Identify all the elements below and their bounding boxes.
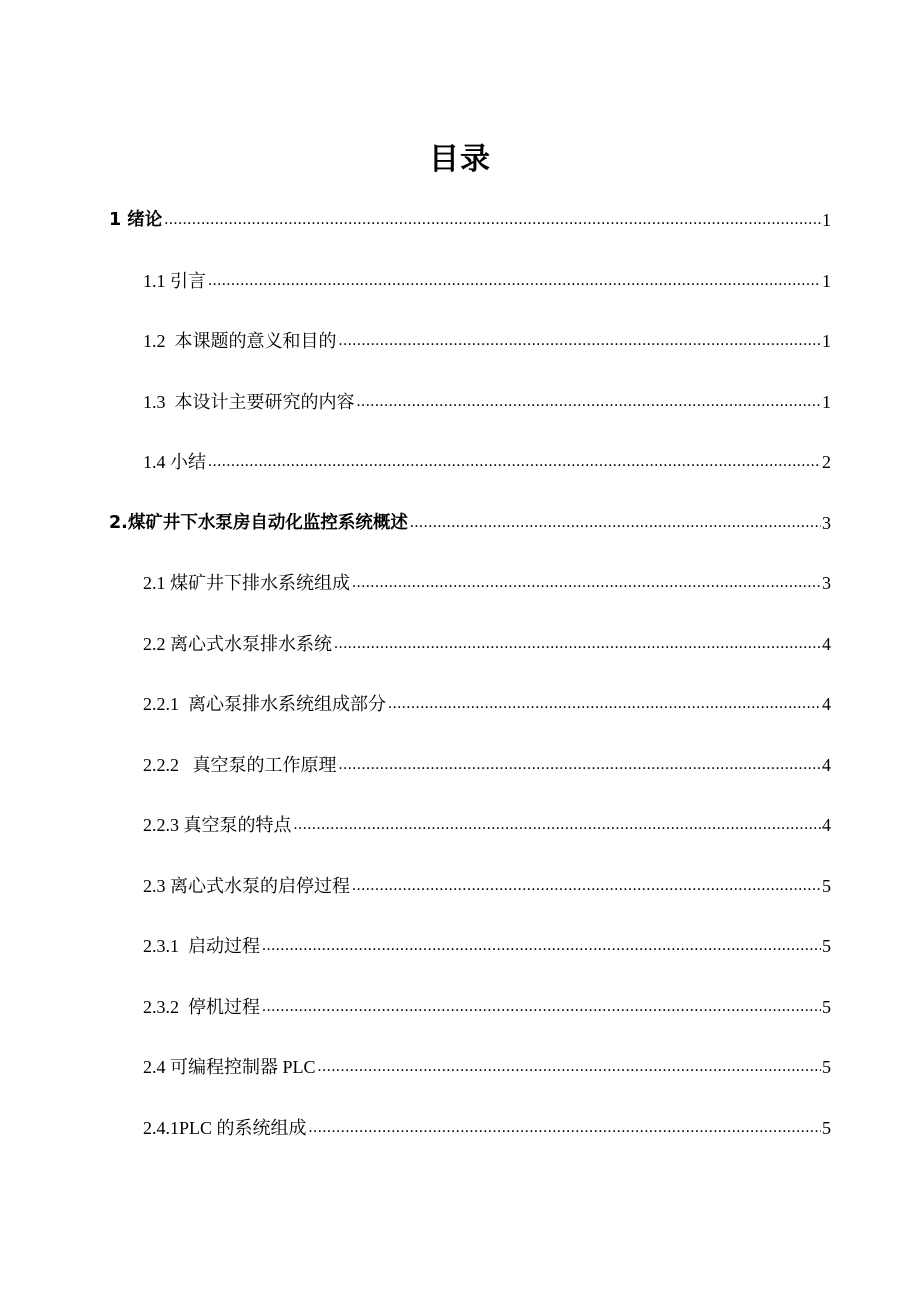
toc-entry-label: 2.3.1 启动过程 <box>143 936 260 956</box>
toc-page-number: 4 <box>822 694 831 714</box>
toc-entry-2-2-1[interactable] <box>143 690 831 718</box>
toc-page-number: 4 <box>822 634 831 654</box>
toc-entry-label: 2.2.3 真空泵的特点 <box>143 815 292 835</box>
toc-entry-label: 1 绪论 <box>109 210 163 230</box>
toc-entry-label: 2.3 离心式水泵的启停过程 <box>143 876 350 896</box>
dot-leader <box>339 751 822 779</box>
toc-entry-label: 2.4 可编程控制器 PLC <box>143 1057 316 1077</box>
toc-entry-2-4[interactable] <box>143 1053 831 1081</box>
toc-entry-label: 2.2.1 离心泵排水系统组成部分 <box>143 694 386 714</box>
toc-entry-label: 2.4.1PLC 的系统组成 <box>143 1118 307 1138</box>
toc-page-number: 1 <box>822 331 831 351</box>
toc-entry-2[interactable] <box>109 509 831 537</box>
dot-leader <box>388 690 821 718</box>
toc-entry-label: 2.2 离心式水泵排水系统 <box>143 634 332 654</box>
dot-leader <box>208 448 821 476</box>
toc-entry-label: 1.2 本课题的意义和目的 <box>143 331 337 351</box>
dot-leader <box>262 993 821 1021</box>
toc-entry-1[interactable] <box>109 206 831 234</box>
dot-leader <box>352 569 821 597</box>
toc-entry-2-3[interactable] <box>143 872 831 900</box>
dot-leader <box>294 811 822 839</box>
toc-page-number: 3 <box>822 513 831 533</box>
dot-leader <box>357 388 822 416</box>
toc-entry-label: 1.3 本设计主要研究的内容 <box>143 392 355 412</box>
toc-entry-label: 2.2.2 真空泵的工作原理 <box>143 755 337 775</box>
toc-page-number: 5 <box>822 936 831 956</box>
toc-entry-1-1[interactable] <box>143 267 831 295</box>
toc-entry-label: 1.4 小结 <box>143 452 206 472</box>
toc-entry-2-2-2[interactable] <box>143 751 831 779</box>
toc-page-number: 5 <box>822 1057 831 1077</box>
toc-entry-2-3-1[interactable] <box>143 932 831 960</box>
dot-leader <box>208 267 821 295</box>
toc-page-number: 4 <box>822 755 831 775</box>
toc-entry-label: 2.1 煤矿井下排水系统组成 <box>143 573 350 593</box>
toc-entry-1-3[interactable] <box>143 388 831 416</box>
toc-entry-label: 2.煤矿井下水泵房自动化监控系统概述 <box>109 513 408 533</box>
toc-page-number: 5 <box>822 1118 831 1138</box>
toc-page-number: 4 <box>822 815 831 835</box>
dot-leader <box>318 1053 821 1081</box>
toc-page-number: 3 <box>822 573 831 593</box>
toc-page-number: 2 <box>822 452 831 472</box>
dot-leader <box>164 206 821 234</box>
dot-leader <box>262 932 821 960</box>
toc-page-number: 1 <box>822 392 831 412</box>
dot-leader <box>339 327 822 355</box>
toc-entry-1-4[interactable] <box>143 448 831 476</box>
toc-page-number: 1 <box>822 271 831 291</box>
toc-page-number: 1 <box>822 210 831 230</box>
toc-entry-2-2[interactable] <box>143 630 831 658</box>
dot-leader <box>410 509 821 537</box>
toc-entry-2-1[interactable] <box>143 569 831 597</box>
toc-page-number: 5 <box>822 997 831 1017</box>
toc-entry-2-4-1[interactable] <box>143 1114 831 1142</box>
toc-entry-label: 2.3.2 停机过程 <box>143 997 260 1017</box>
page-title: 目录 <box>429 142 491 177</box>
toc-entry-2-3-2[interactable] <box>143 993 831 1021</box>
dot-leader <box>352 872 821 900</box>
toc-page-number: 5 <box>822 876 831 896</box>
dot-leader <box>309 1114 821 1142</box>
toc-entry-label: 1.1 引言 <box>143 271 206 291</box>
toc-entry-2-2-3[interactable] <box>143 811 831 839</box>
dot-leader <box>334 630 821 658</box>
toc-entry-1-2[interactable] <box>143 327 831 355</box>
